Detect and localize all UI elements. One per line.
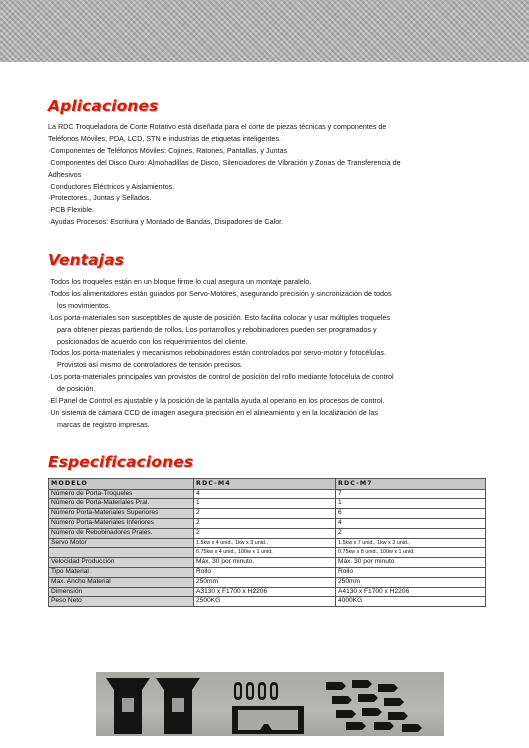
spec-table [48,478,486,607]
table-cell: Rollo [194,567,336,577]
bullet-item: ·Todos los troqueles están en un bloque firme lo cual asegura un montaje paralelo. [48,277,312,286]
table-row [49,597,486,607]
column-header: RDC-M4 [194,479,336,490]
table-row [49,499,486,509]
table-cell: 7 [336,489,486,499]
text-line: La RDC Troqueladora de Corte Rotativo está diseñada para el corte de piezas técnicas y componentes de [48,122,387,131]
bullet-item: ·Protectores., Juntas y Sellados. [48,193,152,203]
table-row [49,587,486,597]
table-cell: 250mm [336,577,486,587]
table-row [49,528,486,538]
table-row [49,558,486,568]
aplicaciones-heading: Aplicaciones [48,97,159,115]
text-line: Teléfonos Móviles, PDA, LCD, STN e industrias de etiquetas inteligentes. [48,133,281,143]
table-cell: 4 [336,518,486,528]
bullet-item: ·Todos los porta-materiales y mecanismos rebobinadores están controlados por servo-motor y fotocélulas. [48,348,386,358]
product-photo [96,672,444,736]
column-header: RDC-M7 [336,479,486,490]
row-label: Peso Neto [49,597,194,607]
table-cell: 1.5kw x 4 unid., 1kw x 3 unid., [194,538,336,548]
decorative-header-band [0,0,529,62]
table-cell: 2 [336,528,486,538]
table-cell: 2 [194,528,336,538]
bullet-item: ·PCB Flexible. [48,205,94,215]
table-cell: A3130 x F1700 x H2206 [194,587,336,597]
table-cell: A4130 x F1700 x H2206 [336,587,486,597]
text-line: posicionados de acuerdo con los requerimientos del cliente. [57,336,248,346]
table-row [49,548,486,558]
text-line: para obtener piezas partiendo de rollos. Los portarrollos y rebobinadores pueden ser programados y [57,324,377,334]
row-label: Número Porta-Materiales Inferiores [49,518,194,528]
table-cell: 1 [336,499,486,509]
table-row [49,538,486,548]
table-cell: 4 [194,489,336,499]
bullet-item: ·Los porta-materiales principales van provistos de control de posición del rollo mediante fotocélula de control [48,372,394,382]
text-line: los movimientos. [57,300,111,310]
table-cell: 2500KG [194,597,336,607]
table-cell: 0.75kw x 8 unid., 100w x 1 unid. [336,548,486,558]
table-cell: 1.5kw x 7 unid., 1kw x 3 unid., [336,538,486,548]
bullet-item: ·Componentes del Disco Duro: Almohadillas de Disco, Silenciadores de Vibración y Zonas de Transferencia de [48,157,401,167]
table-cell: 2 [194,509,336,519]
text-line: marcas de registro impresas. [57,419,150,429]
bullet-item: ·Un sistema de cámara CCD de imagen asegura precisión en el alineamiento y en la localización de las [48,407,378,417]
bullet-item: ·Ayudas Procesos: Escritura y Montado de Bandas, Disipadores de Calor. [48,217,284,227]
text-line: Adhesivos [48,169,82,179]
ventajas-text [48,276,488,431]
row-label: Velocidad Producción [49,558,194,568]
table-row [49,509,486,519]
table-header-row [49,479,486,490]
table-cell: 4000KG [336,597,486,607]
table-row [49,567,486,577]
row-label: Número de Porta-Materiales Pral. [49,499,194,509]
text-line: de posición. [57,384,96,394]
die-cut-parts-image [96,672,444,736]
column-header: MODELO [49,479,194,490]
row-label: Servo Motor [49,538,194,548]
table-cell: 2 [194,518,336,528]
table-cell: Máx. 30 por minuto [336,558,486,568]
bullet-item: ·Conductores Eléctricos y Aislamientos. [48,181,175,191]
row-label: Número de Porta-Troqueles [49,489,194,499]
bullet-item: ·Los porta-materiales son susceptibles de ajuste de posición. Esto facilita colocar y usar múltiples troqueles [48,312,390,322]
bullet-item: ·Componentes de Teléfonos Móviles: Cojines, Ratones, Pantallas, y Juntas [48,145,288,155]
aplicaciones-text [48,121,488,228]
ventajas-heading: Ventajas [48,251,125,269]
row-label: Número de Rebobinadores Prales. [49,528,194,538]
text-line: Provistos así mismo de controladores de tensión precisos. [57,360,243,370]
table-row [49,518,486,528]
table-row [49,577,486,587]
row-label: Dimensión [49,587,194,597]
table-cell: 1 [194,499,336,509]
table-cell: 250mm [194,577,336,587]
row-label: Tipo Material [49,567,194,577]
row-label: Número Porta-Materiales Superiores [49,509,194,519]
especificaciones-heading: Especificaciones [48,453,194,471]
bullet-item: ·Todos los alimentadores están guiados por Servo-Motores, asegurando precisión y sincronización de todos [48,288,392,298]
row-label [49,548,194,558]
table-cell: Rollo [336,567,486,577]
row-label: Max. Ancho Material [49,577,194,587]
table-cell: 6 [336,509,486,519]
table-cell: Máx. 30 por minuto. [194,558,336,568]
table-cell: 0.75kw x 4 unid., 100w x 1 unid. [194,548,336,558]
table-row [49,489,486,499]
bullet-item: ·El Panel de Control es ajustable y la posición de la pantalla ayuda al operario en los procesos de control. [48,396,385,406]
